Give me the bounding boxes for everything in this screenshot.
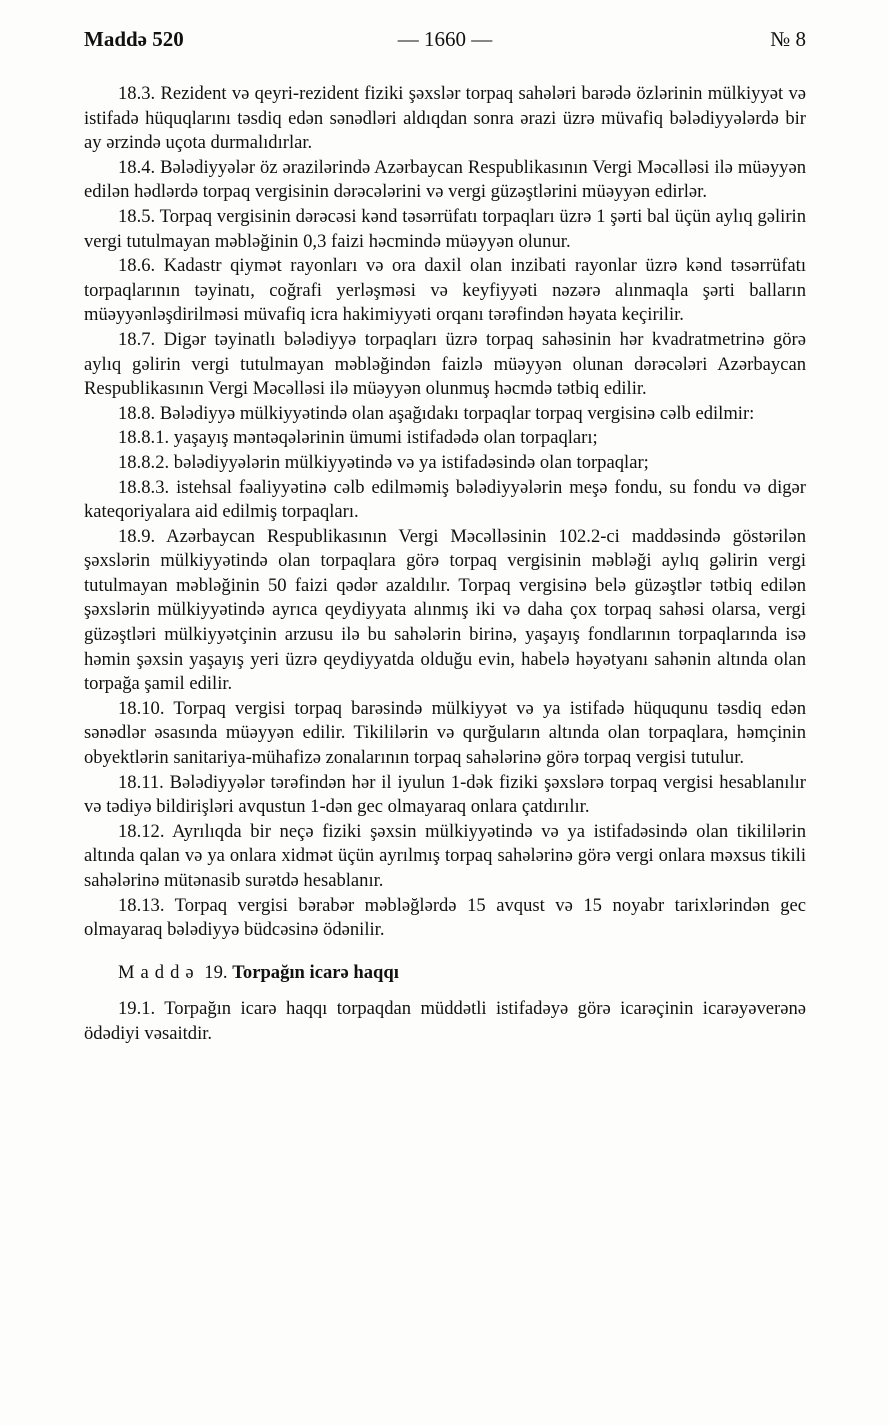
- paragraph-18-12: 18.12. Ayrılıqda bir neçə fiziki şəxsin mülkiyyətində və ya istifadəsində olan tikililərin altında qalan və ya onlara xidmət üçün ayrılmış torpaq sahələrinə görə vergi onlara məxsus tikili sahələrinə mütənasib surətdə hesablanır.: [84, 820, 806, 891]
- article-title: Torpağın icarə haqqı: [232, 961, 399, 983]
- paragraph-18-8-3: 18.8.3. istehsal fəaliyyətinə cəlb edilməmiş bələdiyyələrin meşə fondu, su fondu və digər kateqoriyalara aid edilmiş torpaqları.: [84, 476, 806, 523]
- paragraph-18-9: 18.9. Azərbaycan Respublikasının Vergi Məcəlləsinin 102.2-ci maddəsində göstərilən şəxslərin mülkiyyətində olan torpaqlara görə torpaq vergisinin məbləği aylıq gəlirin vergi tutulmayan məbləğinin 50 faizi qədər azaldılır. Torpaq vergisinə belə güzəştlər tətbiq edilən şəxslərin mülkiyyətində ayrıca qeydiyyata alınmış iki və daha çox torpaq sahəsi olarsa, vergi güzəştləri mülkiyyətçinin arzusu ilə bu sahələrin birinə, yaşayış fondlarının torpaqlarında isə həmin şəxsin yaşayış yeri üzrə qeydiyyatda olduğu evin, habelə həyətyanı sahənin altında olan torpağa şamil edilir.: [84, 525, 806, 695]
- paragraph-18-6: 18.6. Kadastr qiymət rayonları və ora daxil olan inzibati rayonlar üzrə kənd təsərrüfatı torpaqlarının təyinatı, coğrafi yerləşməsi və keyfiyyəti nəzərə alınmaqla şərti balların müəyyənləşdirilməsi müvafiq icra hakimiyyəti orqanı tərəfindən həyata keçirilir.: [84, 255, 806, 326]
- paragraph-18-11: 18.11. Bələdiyyələr tərəfindən hər il iyulun 1-dək fiziki şəxslərə torpaq vergisi hesablanılır və tədiyə bildirişləri avqustun 1-dən gec olmayaraq onlara çatdırılır.: [84, 771, 806, 818]
- paragraph-18-7: 18.7. Digər təyinatlı bələdiyyə torpaqları üzrə torpaq sahəsinin hər kvadratmetrinə görə aylıq gəlirin vergi tutulmayan məbləğindən faizlə müəyyən olunan dərəcələri Azərbaycan Respublikasının Vergi Məcəlləsi ilə müəyyən olunmuş həcmdə tətbiq edilir.: [84, 328, 806, 400]
- article-reference: Maddə 520: [84, 27, 184, 51]
- article-heading: [84, 961, 806, 986]
- article-number: 19.: [204, 961, 228, 983]
- paragraph-18-8-2: 18.8.2. bələdiyyələrin mülkiyyətində və ya istifadəsində olan torpaqlar;: [118, 451, 649, 473]
- issue-number: № 8: [770, 27, 806, 51]
- page-number: — 1660 —: [397, 27, 493, 51]
- paragraph-18-3: 18.3. Rezident və qeyri-rezident fiziki şəxslər torpaq sahələri barədə özlərinin mülkiyyət və istifadə hüquqlarını təsdiq edən sənədləri aldıqdan sonra ərazi üzrə müvafiq bələdiyyələrdə bir ay ərzində uçota durmalıdırlar.: [84, 83, 806, 154]
- paragraph-18-8: 18.8. Bələdiyyə mülkiyyətində olan aşağıdakı torpaqlar torpaq vergisinə cəlb edilmir:: [118, 402, 755, 424]
- paragraph-18-4: 18.4. Bələdiyyələr öz ərazilərində Azərbaycan Respublikasının Vergi Məcəlləsi ilə müəyyən edilən hədlərdə torpaq vergisinin dərəcələrini və vergi güzəştlərini müəyyən edirlər.: [84, 156, 806, 203]
- running-header: [84, 22, 806, 56]
- paragraph-18-5: 18.5. Torpaq vergisinin dərəcəsi kənd təsərrüfatı torpaqları üzrə 1 şərti bal üçün aylıq gəlirin vergi tutulmayan məbləğinin 0,3 faizi həcmində müəyyən olunur.: [84, 205, 806, 252]
- paragraph-19-1: 19.1. Torpağın icarə haqqı torpaqdan müddətli istifadəyə görə icarəçinin icarəyəverənə ödədiyi vəsaitdir.: [84, 998, 806, 1044]
- body-text: [84, 82, 806, 1047]
- paragraph-18-8-1: 18.8.1. yaşayış məntəqələrinin ümumi istifadədə olan torpaqları;: [118, 427, 598, 449]
- paragraph-18-10: 18.10. Torpaq vergisi torpaq barəsində mülkiyyət və ya istifadə hüququnu təsdiq edən sənədlər əsasında müəyyən edilir. Tikililərin və qurğuların altında olan torpaqlara, həmçinin obyektlərin sanitariya-mühafizə zonalarının torpaq sahələrinə görə torpaq vergisi tutulur.: [84, 697, 806, 769]
- paragraph-18-13: 18.13. Torpaq vergisi bərabər məbləğlərdə 15 avqust və 15 noyabr tarixlərindən gec olmayaraq bələdiyyə büdcəsinə ödənilir.: [84, 894, 806, 941]
- article-word: Maddə: [118, 961, 200, 983]
